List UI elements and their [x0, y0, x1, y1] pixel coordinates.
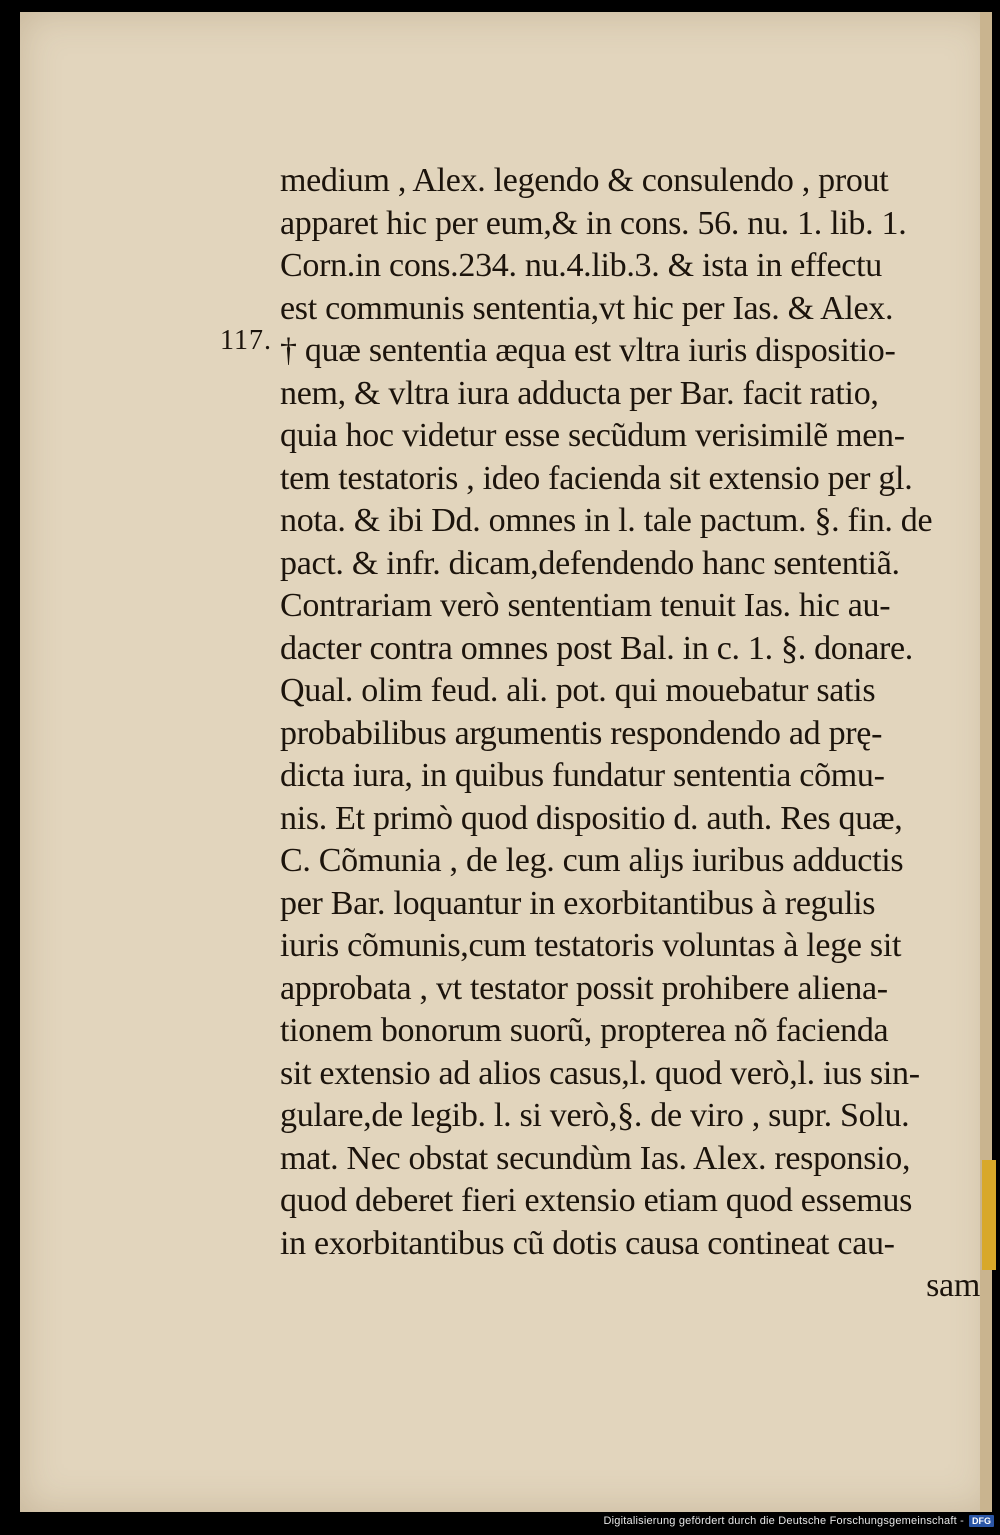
text-line: Corn.in cons.234. nu.4.lib.3. & ista in effectu: [280, 247, 882, 284]
page-edge: [980, 12, 992, 1512]
text-line: nem, & vltra iura adducta per Bar. facit ratio,: [280, 374, 879, 412]
text-line: est communis sententia,vt hic per Ias. & Alex.: [280, 289, 894, 327]
text-line: tionem bonorum suorũ, propterea nõ facienda: [280, 1012, 889, 1049]
text-line: in exorbitantibus cũ dotis causa contineat cau-: [280, 1224, 895, 1262]
funding-credit: Digitalisierung gefördert durch die Deutsche Forschungsgemeinschaft -: [603, 1515, 964, 1527]
dfg-logo: DFG: [969, 1515, 994, 1527]
text-line: gulare,de legib. l. si verò,§. de viro , supr. Solu.: [280, 1097, 910, 1134]
text-line: † quæ sententia æqua est vltra iuris dispositio-: [280, 332, 896, 369]
text-line: medium , Alex. legendo & consulendo , prout: [280, 162, 889, 199]
text-line: sit extensio ad alios casus,l. quod verò,l. ius sin-: [280, 1054, 920, 1092]
text-line: per Bar. loquantur in exorbitantibus à regulis: [280, 884, 876, 922]
text-line: apparet hic per eum,& in cons. 56. nu. 1. lib. 1.: [280, 204, 907, 242]
text-line: quod deberet fieri extensio etiam quod essemus: [280, 1182, 913, 1219]
text-line: dacter contra omnes post Bal. in c. 1. §. donare.: [280, 629, 913, 667]
text-line: quia hoc videtur esse secũdum verisimilẽ men-: [280, 417, 905, 454]
text-line: Qual. olim feud. ali. pot. qui mouebatur satis: [280, 672, 876, 709]
text-line: mat. Nec obstat secundùm Ias. Alex. responsio,: [280, 1139, 911, 1177]
text-line: Contrariam verò sententiam tenuit Ias. hic au-: [280, 587, 891, 624]
text-line: tem testatoris , ideo facienda sit extensio per gl.: [280, 459, 913, 497]
digitization-footer: [604, 1515, 994, 1527]
catchword: sam: [926, 1267, 980, 1304]
text-line: C. Cõmunia , de leg. cum aliȷs iuribus adductis: [280, 842, 904, 879]
text-line: iuris cõmunis,cum testatoris voluntas à lege sit: [280, 927, 902, 964]
text-line: probabilibus argumentis respondendo ad prę-: [280, 714, 883, 752]
text-line: nota. & ibi Dd. omnes in l. tale pactum. §. fin. de: [280, 502, 933, 539]
text-column: [280, 160, 980, 1308]
text-line: nis. Et primò quod dispositio d. auth. Res quæ,: [280, 799, 903, 837]
text-line: pact. & infr. dicam,defendendo hanc sententiã.: [280, 544, 900, 582]
text-line: dicta iura, in quibus fundatur sententia cõmu-: [280, 757, 885, 794]
page-tab-strip: [982, 1160, 996, 1270]
text-line: approbata , vt testator possit prohibere aliena-: [280, 969, 888, 1007]
margin-paragraph-number: 117.: [220, 325, 272, 356]
